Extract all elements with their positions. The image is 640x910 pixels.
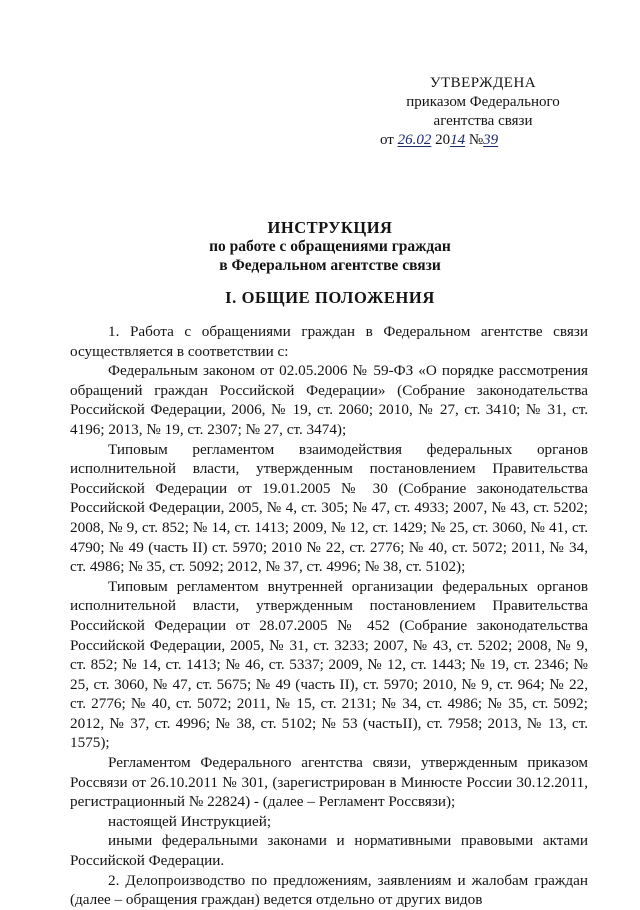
- section-title: I. ОБЩИЕ ПОЛОЖЕНИЯ: [225, 288, 435, 307]
- approval-year-prefix: 20: [435, 132, 451, 148]
- paragraph: Федеральным законом от 02.05.2006 № 59-ФЗ «О порядке рассмотрения обращений граждан Российской Федерации» (Собрание законодательства Российской Федерации, 2006, № 19, ст. 2060; 2010, № 27, ст. 3410; № 31, ст. 4196; 2013, № 19, ст. 2307; № 27, ст. 3474);: [70, 362, 588, 438]
- paragraph: 1. Работа с обращениями граждан в Федеральном агентстве связи осуществляется в соответствии с:: [70, 323, 588, 360]
- paragraph: настоящей Инструкцией;: [108, 812, 272, 830]
- approval-number-sign: №: [468, 132, 484, 148]
- paragraph: 2. Делопроизводство по предложениям, заявлениям и жалобам граждан (далее – обращения граждан) ведется отдельно от других видов: [70, 871, 588, 909]
- paragraph: Типовым регламентом взаимодействия федеральных органов исполнительной власти, утвержденным постановлением Правительства Российской Федерации от 19.01.2005 № 30 (Собрание законодательства Российской Федерации, 2005, № 4, ст. 305; № 47, ст. 4933; 2007, № 43, ст. 5202; 2008, № 9, ст. 852; № 14, ст. 1413; 2009, № 12, ст. 1429; № 25, ст. 3060, № 41, ст. 4790; № 49 (часть II) ст. 5970; 2010 № 22, ст. 2776; № 40, ст. 5072; 2011, № 34, ст. 4986; № 35, ст. 5092; 2012, № 37, ст. 4996; № 38, ст. 5102);: [70, 440, 588, 576]
- document-title: ИНСТРУКЦИЯ: [267, 218, 393, 237]
- handwritten-number: 39: [483, 132, 499, 148]
- paragraph: Регламентом Федерального агентства связи, утвержденным приказом Россвязи от 26.10.2011 № 301, (зарегистрирован в Минюсте России 30.12.2011, регистрационный № 22824) - (далее – Регламент Россвязи);: [70, 754, 588, 811]
- approval-stamp: [378, 74, 588, 150]
- handwritten-year: 14: [450, 132, 466, 148]
- document-body: [70, 322, 588, 910]
- handwritten-date: 26.02: [397, 132, 432, 148]
- approval-date-line: [378, 131, 588, 150]
- document-subtitle-2: в Федеральном агентстве связи: [219, 257, 441, 274]
- document-heading: [60, 218, 600, 275]
- approval-date-prefix: от: [380, 132, 394, 148]
- document-subtitle-1: по работе с обращениями граждан: [209, 238, 451, 255]
- approval-line-1: приказом Федерального: [406, 94, 560, 110]
- paragraph: иными федеральными законами и нормативными правовыми актами Российской Федерации.: [70, 832, 588, 870]
- approval-line-2: агентства связи: [433, 113, 533, 129]
- paragraph: Типовым регламентом внутренней организации федеральных органов исполнительной власти, утвержденным постановлением Правительства Российской Федерации от 28.07.2005 № 452 (Собрание законодательства Российской Федерации, 2005, № 31, ст. 3233; 2007, № 43, ст. 5202; 2008, № 9, ст. 852; № 14, ст. 1413; № 46, ст. 5337; 2009, № 12, ст. 1443; № 19, ст. 2346; № 25, ст. 3060, № 47, ст. 5675; № 49 (часть II), ст. 5970; 2010, № 9, ст. 964; № 22, ст. 2776; № 40, ст. 5072; 2011, № 15, ст. 2131; № 34, ст. 4986; № 35, ст. 5092; 2012, № 37, ст. 4996; № 38, ст. 5102; № 53 (частьII), ст. 7958; 2013, № 13, ст. 1575);: [70, 577, 588, 752]
- approval-title: УТВЕРЖДЕНА: [429, 75, 537, 91]
